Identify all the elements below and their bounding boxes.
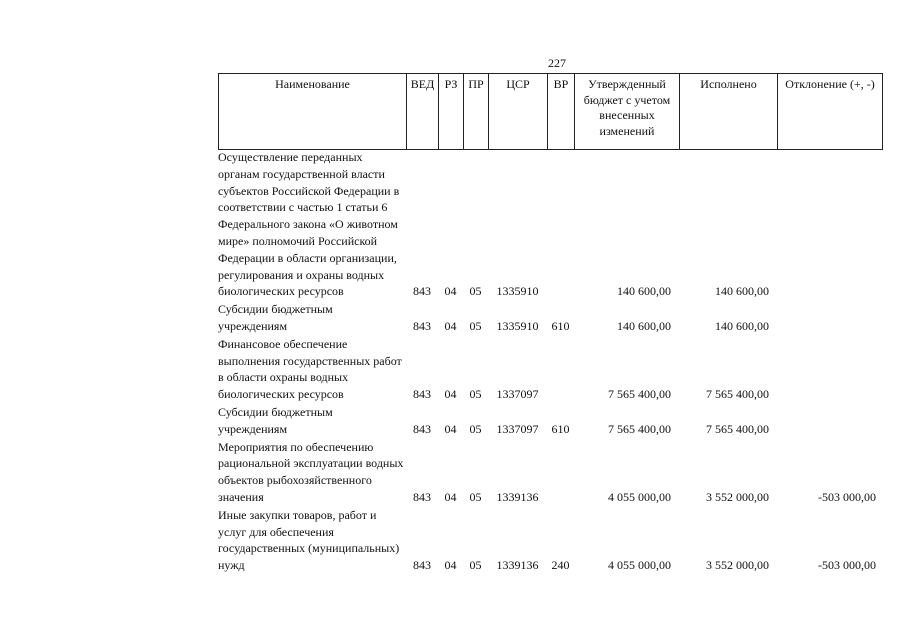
row-executed: 7 565 400,00 [706, 421, 769, 436]
row-executed: 3 552 000,00 [706, 489, 769, 504]
row-vr [547, 148, 574, 300]
column-header-vr: ВР [548, 74, 575, 150]
row-pr: 05 [469, 558, 482, 573]
column-header-csr: ЦСР [489, 74, 548, 150]
row-rz: 04 [444, 489, 457, 504]
row-executed: 140 600,00 [715, 318, 769, 333]
table-body [218, 148, 882, 574]
row-ved: 843 [413, 284, 431, 299]
column-header-ved: ВЕД [407, 74, 439, 150]
column-header-approved: Утвержденный бюджет с учетом внесенных изменений [575, 74, 680, 150]
row-deviation [777, 300, 882, 335]
row-ved: 843 [413, 558, 431, 573]
row-csr: 1335910 [496, 318, 539, 333]
row-csr: 1335910 [496, 284, 539, 299]
row-csr: 1339136 [496, 489, 539, 504]
row-ved: 843 [413, 318, 431, 333]
row-executed: 7 565 400,00 [706, 387, 769, 402]
row-name: Субсидии бюджетным учреждениям [218, 404, 333, 436]
row-pr: 05 [469, 387, 482, 402]
row-executed: 140 600,00 [715, 284, 769, 299]
column-header-pr: ПР [464, 74, 489, 150]
row-rz: 04 [444, 421, 457, 436]
row-approved: 140 600,00 [617, 318, 671, 333]
column-header-name: Наименование [219, 74, 407, 150]
row-executed: 3 552 000,00 [706, 558, 769, 573]
row-pr: 05 [469, 489, 482, 504]
row-rz: 04 [444, 284, 457, 299]
table-row [218, 506, 882, 574]
row-deviation: -503 000,00 [818, 558, 876, 573]
row-approved: 4 055 000,00 [608, 558, 671, 573]
table-row [218, 300, 882, 335]
row-name: Финансовое обеспечение выполнения государственных работ в области охраны водных биологических ресурсов [218, 336, 402, 402]
row-pr: 05 [469, 284, 482, 299]
row-approved: 7 565 400,00 [608, 421, 671, 436]
column-header-executed: Исполнено [680, 74, 778, 150]
row-ved: 843 [413, 387, 431, 402]
row-pr: 05 [469, 318, 482, 333]
table-row [218, 148, 882, 300]
row-vr: 610 [551, 421, 570, 436]
row-rz: 04 [444, 387, 457, 402]
row-approved: 140 600,00 [617, 284, 671, 299]
row-approved: 4 055 000,00 [608, 489, 671, 504]
row-ved: 843 [413, 421, 431, 436]
row-csr: 1337097 [496, 421, 539, 436]
row-name: Субсидии бюджетным учреждениям [218, 302, 333, 333]
row-name: Иные закупки товаров, работ и услуг для обеспечения государственных (муниципальных) нужд [218, 507, 400, 573]
row-vr: 240 [551, 558, 570, 573]
row-pr: 05 [469, 421, 482, 436]
row-deviation [777, 148, 882, 300]
row-deviation [777, 403, 882, 438]
row-vr [547, 438, 574, 506]
row-deviation: -503 000,00 [818, 489, 876, 504]
row-rz: 04 [444, 558, 457, 573]
table-row [218, 335, 882, 403]
row-ved: 843 [413, 489, 431, 504]
row-approved: 7 565 400,00 [608, 387, 671, 402]
row-csr: 1339136 [496, 558, 539, 573]
row-rz: 04 [444, 318, 457, 333]
row-csr: 1337097 [496, 387, 539, 402]
page-number: 227 [548, 56, 566, 70]
table-header [218, 73, 883, 150]
table-row [218, 438, 882, 506]
table-row [218, 403, 882, 438]
column-header-deviation: Отклонение (+, -) [778, 74, 883, 150]
row-vr [547, 335, 574, 403]
row-vr: 610 [551, 318, 570, 333]
row-name: Мероприятия по обеспечению рациональной эксплуатации водных объектов рыбохозяйственного значения [218, 439, 404, 504]
row-deviation [777, 335, 882, 403]
column-header-rz: РЗ [439, 74, 464, 150]
row-name: Осуществление переданных органам государственной власти субъектов Российской Федерации в соответствии с частью 1 статьи 6 Федерального закона «О животном мире» полномочий Российской Федерации в области организации, регулирования и охраны водных биологических ресурсов [218, 150, 400, 299]
